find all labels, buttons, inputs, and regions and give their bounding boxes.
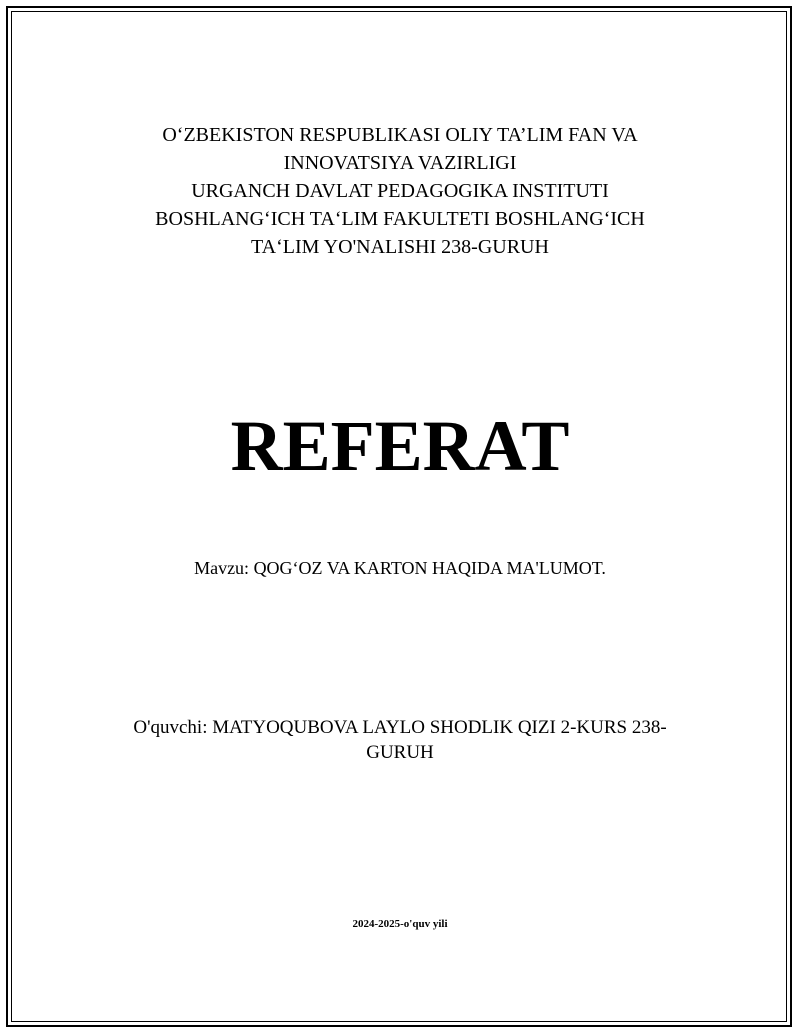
student-line: O'quvchi: MATYOQUBOVA LAYLO SHODLIK QIZI 2-KURS 238-: [133, 717, 667, 738]
institution-header: [0, 121, 800, 261]
header-line: URGANCH DAVLAT PEDAGOGIKA INSTITUTI: [191, 180, 609, 202]
header-line: INNOVATSIYA VAZIRLIGI: [283, 152, 517, 174]
student-info: [0, 715, 800, 765]
document-title: REFERAT: [230, 406, 570, 486]
header-line: O‘ZBEKISTON RESPUBLIKASI OLIY TA’LIM FAN VA: [162, 124, 638, 146]
topic-line: Mavzu: QOG‘OZ VA KARTON HAQIDA MA'LUMOT.: [194, 558, 606, 578]
header-line: TA‘LIM YO'NALISHI 238-GURUH: [251, 236, 549, 258]
academic-year: 2024-2025-o'quv yili: [352, 918, 448, 930]
header-line: BOSHLANG‘ICH TA‘LIM FAKULTETI BOSHLANG‘ICH: [155, 208, 645, 230]
student-line: GURUH: [366, 742, 434, 763]
